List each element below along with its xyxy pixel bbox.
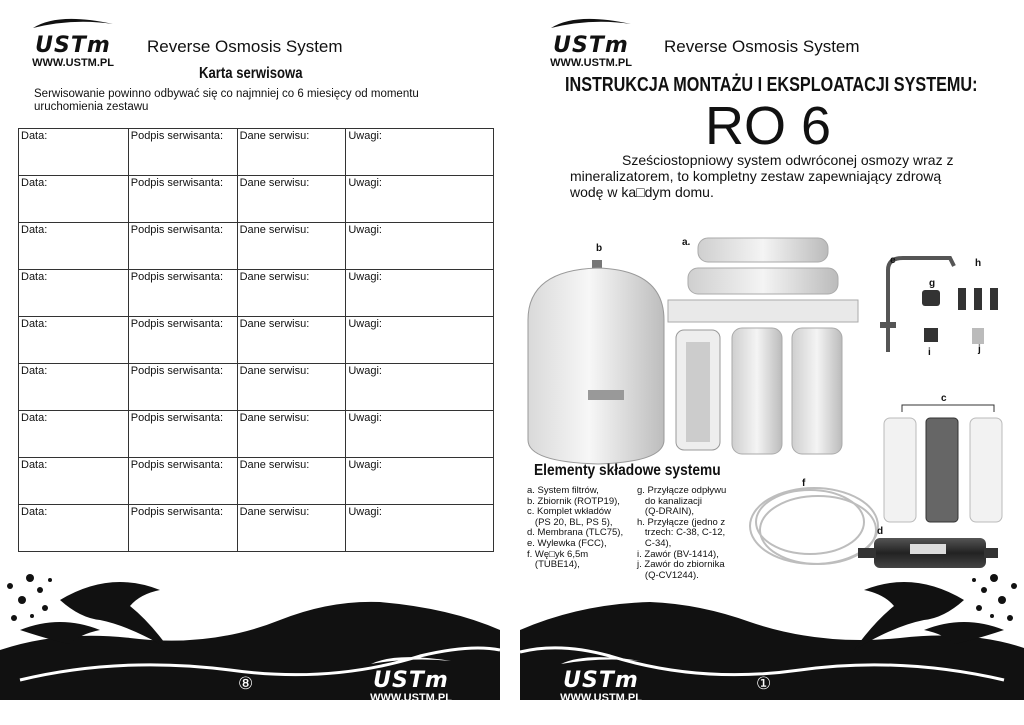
table-cell: Uwagi:: [346, 505, 494, 552]
cartridges-c: [884, 405, 1002, 522]
table-cell: Data:: [19, 364, 129, 411]
table-cell: Podpis serwisanta:: [128, 129, 237, 176]
table-cell: Dane serwisu:: [237, 364, 346, 411]
table-cell: Data:: [19, 505, 129, 552]
photo-label-i: i: [928, 347, 931, 358]
table-cell: Uwagi:: [346, 129, 494, 176]
table-cell: Podpis serwisanta:: [128, 505, 237, 552]
instruction-title-wrap: [565, 74, 1024, 97]
components-list-1: a. System filtrów, b. Zbiornik (ROTP19), c. Komplet wkładów (PS 20, BL, PS 5), d. Membrana (TLC75), e. Wylewka (FCC), f. Wę□yk 6,5m (TUBE14),: [527, 485, 624, 571]
photo-label-f: f: [802, 478, 806, 489]
table-cell: Uwagi:: [346, 458, 494, 505]
table-row: [19, 129, 494, 176]
table-cell: Data:: [19, 270, 129, 317]
table-cell: Dane serwisu:: [237, 176, 346, 223]
model-name: RO 6: [705, 96, 832, 156]
page-number-right: ①: [756, 674, 772, 694]
logo-url: WWW.USTM.PL: [550, 57, 632, 69]
table-cell: Podpis serwisanta:: [128, 458, 237, 505]
table-cell: Data:: [19, 129, 129, 176]
table-cell: Data:: [19, 458, 129, 505]
table-cell: Uwagi:: [346, 270, 494, 317]
page-title-left: [199, 65, 325, 83]
components-title-wrap: [534, 462, 751, 480]
table-cell: Dane serwisu:: [237, 129, 346, 176]
splash-dots-left-icon: [7, 574, 52, 621]
logo-mark: USTm: [563, 668, 639, 693]
fittings-ghij: [922, 288, 998, 344]
table-cell: Data:: [19, 317, 129, 364]
service-intro: Serwisowanie powinno odbywać się co najmniej co 6 miesięcy od momentu uruchomienia zestawu: [34, 88, 419, 113]
table-cell: Uwagi:: [346, 364, 494, 411]
ustm-logo-right: [546, 16, 636, 69]
table-row: [19, 411, 494, 458]
table-row: [19, 176, 494, 223]
table-cell: Dane serwisu:: [237, 270, 346, 317]
table-cell: Podpis serwisanta:: [128, 270, 237, 317]
table-cell: Uwagi:: [346, 411, 494, 458]
table-cell: Dane serwisu:: [237, 317, 346, 364]
footer-logo-right: [556, 652, 646, 704]
splash-dots-right-icon: [972, 574, 1017, 621]
header-title-left: Reverse Osmosis System: [147, 37, 343, 56]
logo-swoosh-icon: [556, 655, 646, 665]
header-title-right: Reverse Osmosis System: [664, 37, 860, 56]
logo-swoosh-icon: [28, 16, 118, 30]
logo-swoosh-icon: [366, 655, 456, 665]
photo-label-j: j: [978, 344, 981, 355]
logo-url: WWW.USTM.PL: [32, 57, 114, 69]
table-row: [19, 317, 494, 364]
faucet-e: [880, 258, 954, 352]
table-cell: Data:: [19, 223, 129, 270]
photo-label-g: g: [929, 278, 936, 289]
logo-mark: USTm: [35, 33, 111, 58]
logo-swoosh-icon: [546, 16, 636, 30]
table-cell: Podpis serwisanta:: [128, 317, 237, 364]
table-row: [19, 364, 494, 411]
components-title: Elementy składowe systemu: [534, 462, 721, 479]
logo-url: WWW.USTM.PL: [370, 692, 452, 704]
table-cell: Data:: [19, 176, 129, 223]
filter-system-a: [668, 238, 858, 454]
service-card-title: Karta serwisowa: [199, 65, 303, 82]
photo-label-c: c: [941, 393, 947, 404]
instruction-title: INSTRUKCJA MONTAŻU I EKSPLOATACJI SYSTEMU:: [565, 74, 978, 96]
table-cell: Dane serwisu:: [237, 458, 346, 505]
logo-mark: USTm: [553, 33, 629, 58]
photo-label-e: e: [890, 255, 896, 266]
table-row: [19, 270, 494, 317]
table-row: [19, 223, 494, 270]
ustm-logo-left: [28, 16, 118, 69]
components-list-2: g. Przyłącze odpływu do kanalizacji (Q-DRAIN), h. Przyłącze (jedno z trzech: C-38, C-12, C-34), i. Zawór (BV-1414), j. Zawór do zbiornika (Q-CV1244).: [637, 485, 727, 581]
photo-label-b: b: [596, 243, 603, 254]
table-row: [19, 458, 494, 505]
table-cell: Dane serwisu:: [237, 505, 346, 552]
table-cell: Data:: [19, 411, 129, 458]
service-table: [18, 128, 494, 552]
table-cell: Podpis serwisanta:: [128, 223, 237, 270]
table-cell: Dane serwisu:: [237, 223, 346, 270]
model-description: Sześciostopniowy system odwróconej osmozy wraz z mineralizatorem, to kompletny zestaw zapewniający zdrową wodę w ka□dym domu.: [570, 152, 954, 200]
footer-logo-left: [366, 652, 456, 704]
table-cell: Podpis serwisanta:: [128, 411, 237, 458]
table-cell: Podpis serwisanta:: [128, 364, 237, 411]
logo-url: WWW.USTM.PL: [560, 692, 642, 704]
page-number-left: ⑧: [238, 674, 254, 694]
table-row: [19, 505, 494, 552]
photo-label-a: a.: [682, 237, 691, 248]
table-cell: Dane serwisu:: [237, 411, 346, 458]
table-cell: Uwagi:: [346, 317, 494, 364]
table-cell: Uwagi:: [346, 223, 494, 270]
tank-b: [528, 260, 664, 464]
photo-label-h: h: [975, 258, 982, 269]
table-cell: Podpis serwisanta:: [128, 176, 237, 223]
logo-mark: USTm: [373, 668, 449, 693]
photo-label-d: d: [877, 526, 884, 537]
table-cell: Uwagi:: [346, 176, 494, 223]
footer-waves: [0, 560, 1024, 725]
